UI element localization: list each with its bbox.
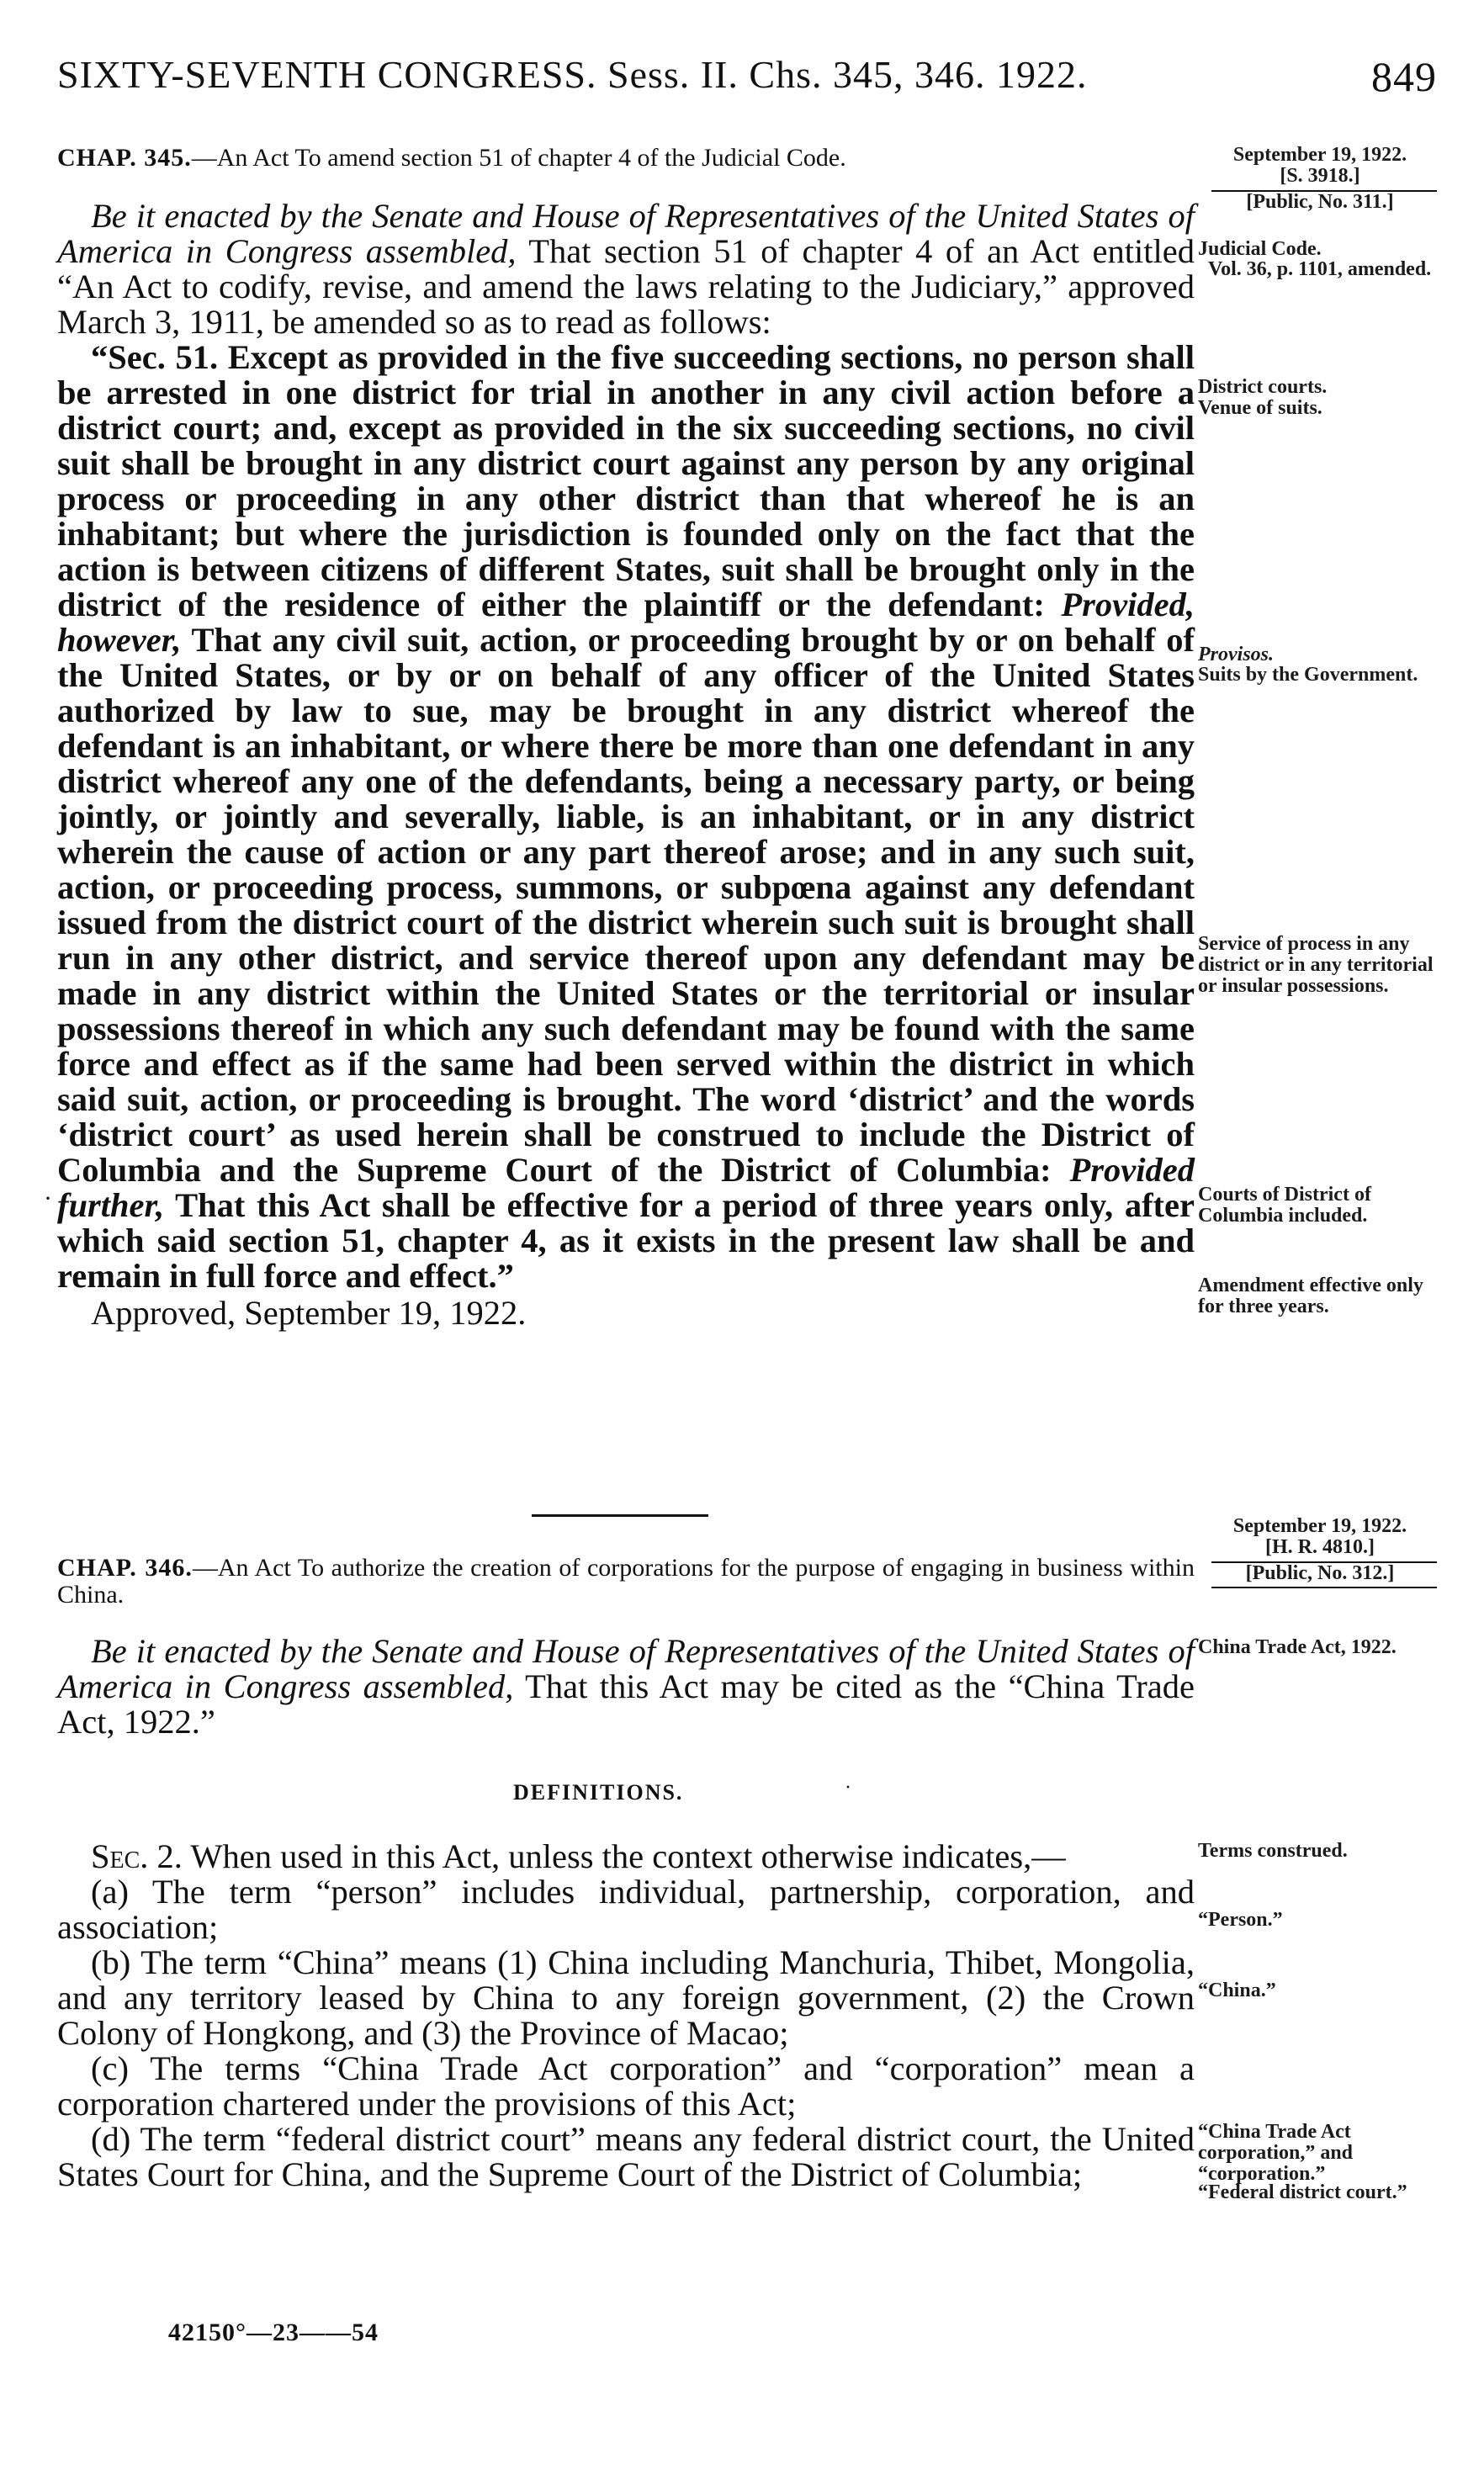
sidenote-federal-district-court: “Federal district court.”	[1198, 2181, 1407, 2203]
sidenote-chap-345-public: [Public, No. 311.]	[1246, 191, 1394, 213]
chap-346-enacting	[57, 1634, 1195, 1740]
page-number: 849	[1371, 53, 1437, 100]
sidenote-vol-36: Vol. 36, p. 1101, amended.	[1208, 258, 1432, 280]
signature-mark: 42150°—23——54	[168, 2319, 379, 2346]
enacting-formula-346: Be it enacted by the Senate and House of Representatives of the United States of America in Congress assembled,	[57, 1632, 1195, 1705]
sidenote-district-courts: District courts. Venue of suits.	[1198, 376, 1328, 419]
chap-346-definitions	[57, 1839, 1195, 2192]
definitions-heading: DEFINITIONS.	[513, 1780, 684, 1805]
sidenote-chap-346-public: [Public, No. 312.]	[1245, 1562, 1395, 1584]
definition-d: (d) The term “federal district court” means any federal district court, the United States Court for China, and the Supreme Court of the District of Columbia;	[57, 2120, 1195, 2193]
sidenote-chap-346-date: September 19, 1922. [H. R. 4810.]	[1232, 1515, 1407, 1558]
sidenote-service-of-process: Service of process in any district or in any territorial or insular possessions.	[1198, 933, 1434, 997]
sidenote-judicial-code: Judicial Code.	[1198, 238, 1322, 260]
enacting-formula: Be it enacted by the Senate and House of Representatives of the United States of America in Congress assembled,	[57, 197, 1195, 270]
definition-a: (a) The term “person” includes individual, partnership, corporation, and association;	[57, 1873, 1195, 1946]
sec-2-intro: Sec. 2. When used in this Act, unless the context otherwise indicates,—	[91, 1837, 1066, 1875]
proviso-however: Provided, however,	[57, 586, 1195, 659]
sidenote-courts-dc: Courts of District of Columbia included.	[1198, 1184, 1371, 1227]
chap-345-title	[57, 145, 1195, 172]
sidenote-china-trade-act: China Trade Act, 1922.	[1198, 1636, 1397, 1658]
sidenote-corporation: “China Trade Act corporation,” and “corporation.”	[1198, 2121, 1354, 2185]
sidenote-suits-by-government: Suits by the Government.	[1198, 664, 1418, 686]
sidenote-terms-construed: Terms construed.	[1198, 1840, 1348, 1862]
sidenote-provisos: Provisos.	[1198, 644, 1274, 665]
sec-2-label: Sec. 2.	[91, 1837, 183, 1875]
chap-346-enacting-clause: Be it enacted by the Senate and House of Representatives of the United States of America in Congress assembled, That this Act may be cited as the “China Trade Act, 1922.”	[57, 1632, 1195, 1741]
section-51-text: “Sec. 51. Except as provided in the five succeeding sections, no person shall be arrested in one district for trial in another in any civil action before a district court; and, except as provided in the six succeeding sections, no civil suit shall be brought in any district court against any person by any original process or proceeding in any other district than that whereof he is an inhabitant; but where the jurisdiction is founded only on the fact that the action is between citizens of different States, suit shall be brought only in the district of the residence of either the plaintiff or the defendant: Provided, however, That any civil suit, action, or proceeding brought by or on behalf of the United States, or by or on behalf of any officer of the United States authorized by law to sue, may be brought in any district whereof the defendant is an inhabitant, or where there be more than one defendant in any district whereof any one of the defendants, being a necessary party, or being jointly, or jointly and severally, liable, is an inhabitant, or in any district wherein the cause of action or any part thereof arose; and in any such suit, action, or proceeding process, summons, or subpœna against any defendant issued from the district court of the district wherein such suit is brought shall run in any other district, and service thereof upon any defendant may be made in any district within the United States or the territorial or insular possessions thereof in which any such defendant may be found with the same force and effect as if the same had been served within the district in which said suit, action, or proceeding is brought. The word ‘district’ and the words ‘district court’ as used herein shall be construed to include the District of Columbia and the Supreme Court of the District of Columbia: Provided further, That this Act shall be effective for a period of three years only, after which said section 51, chapter 4, as it exists in the present law shall be and remain in full force and effect.”	[57, 338, 1195, 1295]
section-divider	[532, 1514, 708, 1517]
sidenote-rule-3	[1211, 1587, 1437, 1588]
chap-346-title	[57, 1555, 1195, 1609]
approval-line: Approved, September 19, 1922.	[91, 1294, 527, 1332]
proviso-further: Provided further,	[57, 1151, 1195, 1224]
chap-346-title-text: —An Act To authorize the creation of corporations for the purpose of engaging in business within China.	[57, 1554, 1195, 1609]
sidenote-person: “Person.”	[1198, 1909, 1283, 1931]
sidenote-chap-345-date: September 19, 1922. [S. 3918.]	[1232, 144, 1407, 187]
chap-346-label: CHAP. 346.	[57, 1554, 193, 1582]
definition-c: (c) The terms “China Trade Act corporation” and “corporation” mean a corporation chartered under the provisions of this Act;	[57, 2049, 1195, 2123]
stray-mark: ·	[845, 1777, 851, 1799]
sidenote-amendment-effective: Amendment effective only for three years.	[1198, 1275, 1423, 1317]
chap-345-title-text: —An Act To amend section 51 of chapter 4 of the Judicial Code.	[191, 144, 846, 172]
running-head-title: SIXTY-SEVENTH CONGRESS. Sess. II. Chs. 345, 346. 1922.	[57, 53, 1088, 96]
definition-b: (b) The term “China” means (1) China including Manchuria, Thibet, Mongolia, and any territory leased by China to any foreign government, (2) the Crown Colony of Hongkong, and (3) the Province of Macao;	[57, 1943, 1195, 2052]
chap-345-body	[57, 199, 1195, 1331]
chap-345-label: CHAP. 345.	[57, 144, 192, 172]
chap-345-enacting-clause: Be it enacted by the Senate and House of Representatives of the United States of America in Congress assembled, That section 51 of chapter 4 of an Act entitled “An Act to codify, revise, and amend the laws relating to the Judiciary,” approved March 3, 1911, be amended so as to read as follows:	[57, 197, 1195, 341]
margin-mark: ·	[44, 1185, 52, 1212]
sidenote-china: “China.”	[1198, 1980, 1276, 2001]
running-head	[57, 52, 1437, 111]
